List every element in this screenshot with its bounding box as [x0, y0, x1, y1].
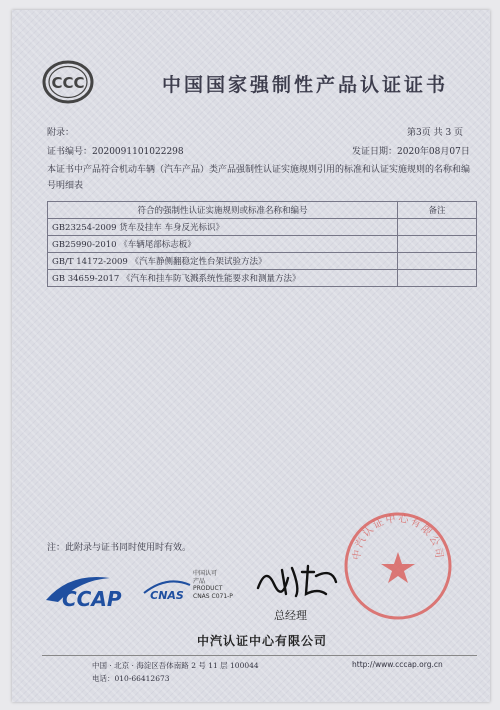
- standard-cell: GB23254-2009 货车及挂车 车身反光标识》: [48, 219, 398, 236]
- ccc-logo-icon: [42, 60, 94, 104]
- table-row: [48, 270, 477, 287]
- footer-telephone: 电话：010-66412673: [92, 674, 170, 683]
- certificate-sheet: [12, 10, 490, 702]
- footer-divider: [42, 655, 477, 656]
- table-row: [48, 253, 477, 270]
- cnas-caption: 中国认可 产品 PRODUCT CNAS C071-P: [193, 570, 233, 600]
- official-seal-icon: [342, 510, 454, 622]
- statement-text: 本证书中产品符合机动车辆（汽车产品）类产品强制性认证实施规则引用的标准和认证实施规则的名称和编号明细表: [47, 165, 471, 191]
- issuing-company: 中汽认证中心有限公司: [197, 634, 328, 648]
- ccap-logo-icon: [40, 570, 140, 612]
- table-row: [48, 219, 477, 236]
- cert-no-label: 证书编号：: [47, 147, 93, 157]
- svg-text:CCC: CCC: [51, 74, 85, 92]
- standard-column-header: 符合的强制性认证实施规则或标准名称和编号: [48, 202, 398, 219]
- svg-text:中汽认证中心有限公司: 中汽认证中心有限公司: [351, 513, 445, 561]
- svg-text:CCAP: CCAP: [62, 587, 122, 611]
- certificate-title: 中国国家强制性产品认证证书: [162, 74, 449, 96]
- issue-date-label: 发证日期：: [352, 147, 398, 157]
- cnas-logo-icon: [142, 575, 192, 605]
- remark-cell: [398, 253, 477, 270]
- remark-cell: [398, 236, 477, 253]
- remark-cell: [398, 219, 477, 236]
- standard-cell: GB 34659-2017 《汽车和挂车防飞溅系统性能要求和测量方法》: [48, 270, 398, 287]
- signatory-title: 总经理: [274, 609, 307, 622]
- attachment-label: 附录：: [47, 128, 75, 138]
- issue-date: [352, 144, 470, 157]
- remark-column-header: 备注: [398, 202, 477, 219]
- svg-text:CNAS: CNAS: [150, 589, 184, 602]
- standards-table: [47, 201, 477, 287]
- page-info: 第3页 共 3 页: [407, 128, 464, 138]
- standard-cell: GB25990-2010 《车辆尾部标志板》: [48, 236, 398, 253]
- standard-cell: GB/T 14172-2009 《汽车静侧翻稳定性台架试验方法》: [48, 253, 398, 270]
- validity-note: 注：此附录与证书同时使用时有效。: [47, 543, 192, 553]
- footer-website: http://www.cccap.org.cn: [352, 660, 443, 669]
- issue-date-value: 2020年08月07日: [397, 147, 470, 157]
- certificate-number: [47, 144, 184, 157]
- footer-address: 中国 · 北京 · 海淀区吾体南路 2 号 11 层 100044: [92, 661, 259, 670]
- signature-icon: [252, 558, 342, 603]
- remark-cell: [398, 270, 477, 287]
- table-header-row: [48, 202, 477, 219]
- cert-no-value: 2020091101022298: [92, 147, 184, 157]
- table-row: [48, 236, 477, 253]
